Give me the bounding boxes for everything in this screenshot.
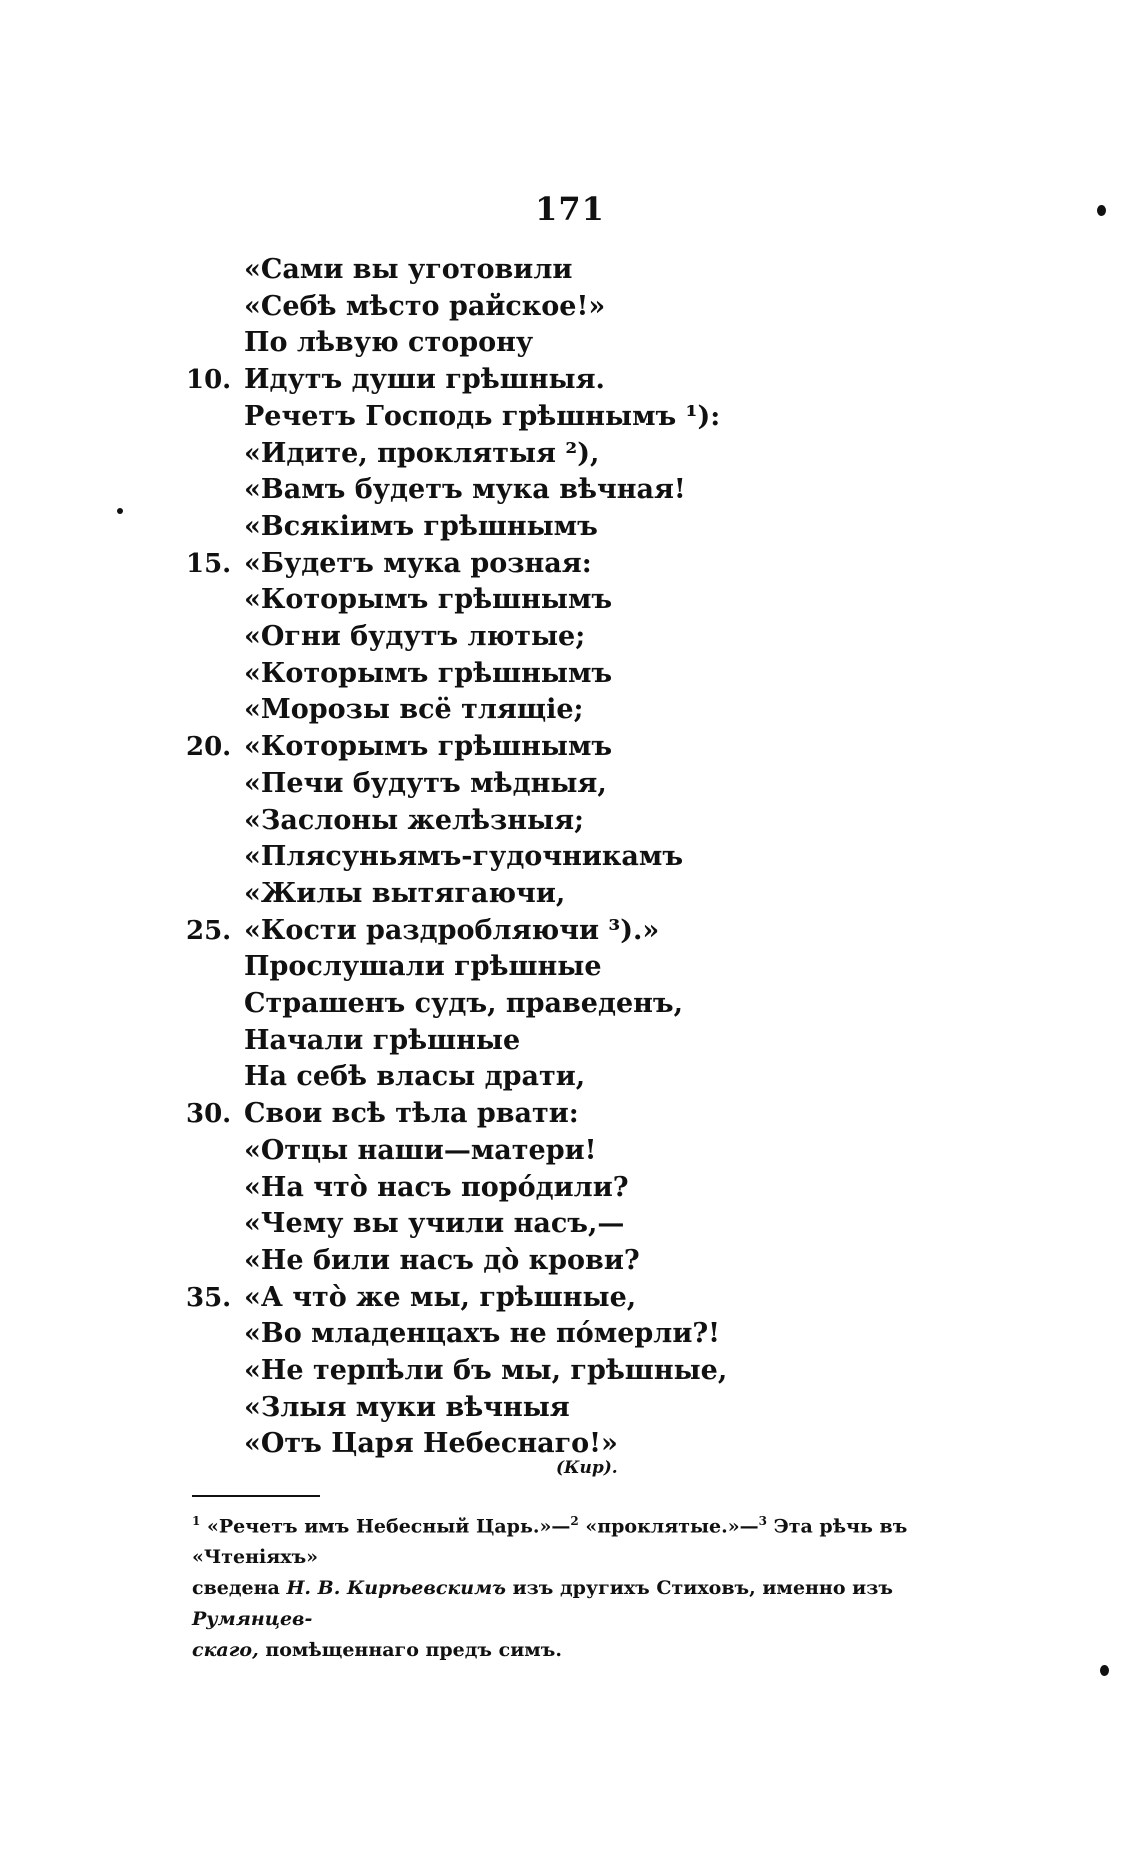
line-text: Свои всѣ тѣла рвати:: [244, 1098, 579, 1130]
footnote-text: «Речетъ имъ Небесный Царь.»—: [206, 1515, 571, 1538]
line-number: 20.: [186, 732, 232, 763]
line-text: По лѣвую сторону: [244, 327, 534, 359]
line-number: 10.: [186, 365, 232, 396]
line-text: «Не терпѣли бъ мы, грѣшные,: [244, 1355, 728, 1386]
line-text: Речетъ Господь грѣшнымъ ¹):: [244, 400, 721, 432]
footnote-marker: 1: [192, 1514, 201, 1528]
line-text: «Всякіимъ грѣшнымъ: [244, 510, 598, 542]
line-text: «Кости раздробляючи ³).»: [244, 914, 660, 946]
page-number: 171: [535, 190, 605, 228]
footnote-marker: 3: [758, 1514, 767, 1528]
footnote-text: помѣщеннаго предъ симъ.: [265, 1639, 562, 1662]
line-text: «Идите, проклятыя ²),: [244, 437, 600, 469]
line-text: «Огни будутъ лютые;: [244, 621, 586, 652]
line-text: На себѣ власы драти,: [244, 1061, 586, 1093]
line-text: «Плясуньямъ-гудочникамъ: [244, 841, 684, 873]
attribution: (Кир).: [556, 1458, 618, 1478]
footnote-line-2: [192, 1573, 992, 1635]
footnote-text: Эта рѣчь въ «Чтеніяхъ»: [192, 1515, 908, 1569]
footnote-divider: [192, 1495, 320, 1497]
line-text: «А что̀ же мы, грѣшные,: [244, 1281, 637, 1313]
line-text: «Вамъ будетъ мука вѣчная!: [244, 474, 686, 506]
line-text: «Будетъ мука розная:: [244, 547, 592, 579]
line-text: «Которымъ грѣшнымъ: [244, 731, 613, 763]
line-text: «Сами вы уготовили: [244, 254, 573, 285]
footnote-marker: 2: [570, 1514, 579, 1528]
scan-speck: [1100, 1665, 1109, 1676]
footnote-source: Румянцев-: [192, 1608, 313, 1631]
line-text: «Заслоны желѣзныя;: [244, 804, 584, 836]
line-text: Прослушали грѣшные: [244, 951, 602, 983]
line-text: «Себѣ мѣсто райское!»: [244, 290, 606, 322]
line-text: «Во младенцахъ не по́мерли?!: [244, 1318, 721, 1350]
line-text: «Морозы всё тлящіе;: [244, 694, 584, 726]
scan-speck: [117, 508, 123, 514]
footnote-line-3: [192, 1635, 992, 1666]
line-text: «Злыя муки вѣчныя: [244, 1391, 570, 1423]
line-text: «Отъ Царя Небеснаго!»: [244, 1428, 618, 1460]
line-number: 30.: [186, 1099, 232, 1130]
footnote-text: «проклятые.»—: [585, 1515, 759, 1538]
footnote-author: Н. В. Кирѣевскимъ: [286, 1577, 506, 1600]
footnotes: [192, 1506, 992, 1666]
footnote-text: сведена: [192, 1577, 280, 1600]
line-text: «Чему вы учили насъ,—: [244, 1208, 625, 1240]
footnote-line-1: [192, 1506, 992, 1573]
line-text: «Не били насъ до̀ крови?: [244, 1244, 640, 1276]
footnote-text: изъ другихъ Стиховъ, именно изъ: [512, 1577, 893, 1600]
line-text: Страшенъ судъ, праведенъ,: [244, 988, 684, 1019]
line-text: «Отцы наши—матери!: [244, 1134, 597, 1166]
line-number: 15.: [186, 548, 232, 579]
line-text: «Жилы вытягаючи,: [244, 877, 566, 909]
line-text: «На что̀ насъ поро́дили?: [244, 1171, 629, 1203]
footnote-source: скаго,: [192, 1639, 259, 1662]
line-number: 35.: [186, 1282, 232, 1313]
line-text: «Печи будутъ мѣдныя,: [244, 767, 607, 799]
line-text: Идутъ души грѣшныя.: [244, 364, 605, 396]
line-text: «Которымъ грѣшнымъ: [244, 584, 613, 616]
scan-speck: [1097, 205, 1106, 216]
line-text: Начали грѣшные: [244, 1024, 521, 1056]
line-number: 25.: [186, 915, 232, 946]
line-text: «Которымъ грѣшнымъ: [244, 657, 613, 689]
